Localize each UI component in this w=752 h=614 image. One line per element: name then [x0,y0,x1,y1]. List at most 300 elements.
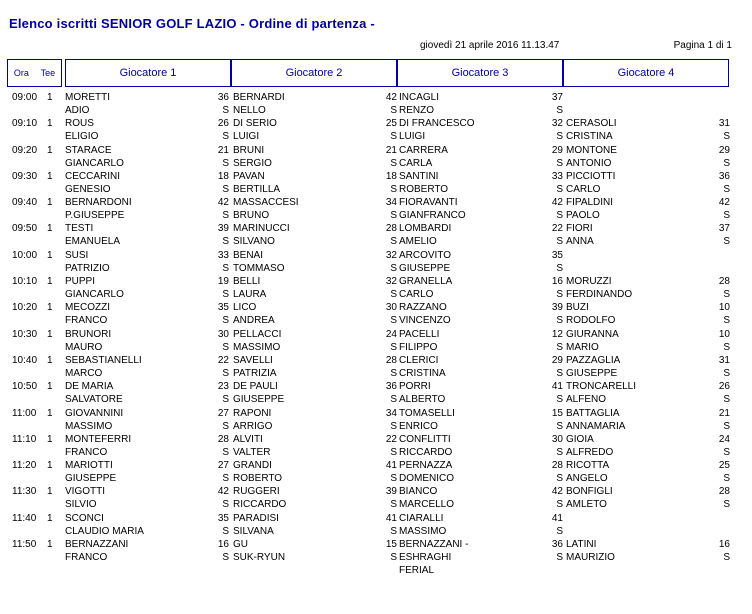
player-surname: CECCARINI [65,170,121,182]
player-name: BRUNO [233,210,270,222]
header-ora: Ora [13,68,29,78]
player-name: ADIO [65,105,90,116]
player-name-continued: FERIAL [399,565,435,577]
player-category: S [556,525,563,537]
player-category: S [390,105,397,116]
player-surname: GU [233,539,248,551]
player-handicap: 41 [551,512,563,524]
player-category: S [390,473,397,485]
player-cell [566,223,732,249]
tee-time: 09:10 [12,118,38,130]
player-cell [233,460,399,486]
table-row [0,276,752,302]
player-name: GIUSEPPE [399,262,451,274]
player-surname: FIORAVANTI [399,197,458,209]
player-name: SILVANO [233,236,275,248]
player-surname: RICOTTA [566,460,610,472]
player-surname: LATINI [566,539,597,551]
player-handicap: 32 [551,118,563,130]
player-name: MASSIMO [399,525,447,537]
player-handicap: 31 [718,118,730,130]
player-name: CRISTINA [399,367,446,379]
player-surname: SUSI [65,249,89,261]
tee-number: 1 [47,170,53,182]
player-name: GIANCARLO [65,289,124,301]
player-surname: CERASOLI [566,118,617,130]
tee-number: 1 [47,197,53,209]
tee-time: 09:40 [12,197,38,209]
player-name: MARCELLO [399,499,455,511]
table-row [0,539,752,577]
player-name: ANNAMARIA [566,420,626,432]
player-name: ANGELO [566,473,608,485]
player-cell [399,408,565,434]
player-name: CARLO [399,289,434,301]
tee-number: 1 [47,223,53,235]
player-surname: BIANCO [399,486,438,498]
table-row [0,171,752,197]
table-row [0,355,752,381]
player-handicap: 42 [217,486,229,498]
player-cell [399,171,565,197]
player-cell [566,302,732,328]
player-cell [65,118,231,144]
player-cell [65,250,231,276]
player-surname: DI SERIO [233,118,277,130]
player-handicap: 31 [718,354,730,366]
table-row [0,486,752,512]
player-cell [65,381,231,407]
player-cell [566,460,732,486]
player-cell [399,355,565,381]
player-name: ALFENO [566,394,607,406]
player-handicap: 23 [217,381,229,393]
player-name: PAOLO [566,210,600,222]
player-cell [399,329,565,355]
player-handicap: 41 [551,381,563,393]
player-name: SUK-RYUN [233,552,286,564]
player-handicap: 25 [718,460,730,472]
player-surname: CLERICI [399,354,439,366]
player-surname: VIGOTTI [65,486,105,498]
player-category: S [723,157,730,169]
player-name: ESHRAGHI [399,552,452,564]
player-cell [399,92,565,118]
player-name: RICCARDO [233,499,287,511]
player-cell [399,381,565,407]
player-surname: BENAI [233,249,264,261]
header-tee: Tee [40,68,56,78]
tee-time: 09:20 [12,144,38,156]
player-handicap: 12 [551,328,563,340]
player-cell [65,434,231,460]
player-category: S [390,499,397,511]
player-surname: BELLI [233,276,261,288]
print-date: giovedì 21 aprile 2016 11.13.47 [420,40,560,51]
player-cell [233,197,399,223]
tee-time: 11:50 [12,539,37,551]
player-handicap: 32 [385,276,397,288]
player-cell [65,171,231,197]
player-surname: DE PAULI [233,381,278,393]
player-name: LUIGI [399,131,426,143]
player-cell [65,145,231,171]
player-category: S [556,289,563,301]
player-category: S [222,131,229,143]
tee-time: 10:00 [12,249,38,261]
player-handicap: 41 [385,460,397,472]
player-surname: MONTONE [566,144,617,156]
tee-time: 11:30 [12,486,37,498]
player-handicap: 28 [385,354,397,366]
player-name: FRANCO [65,552,108,564]
player-cell [65,223,231,249]
player-category: S [390,525,397,537]
player-cell [566,329,732,355]
player-cell [566,486,732,512]
player-handicap: 36 [551,539,563,551]
player-category: S [723,183,730,195]
player-category: S [723,446,730,458]
player-category: S [723,210,730,222]
tee-number: 1 [47,407,53,419]
player-surname: ROUS [65,118,94,130]
player-category: S [723,341,730,353]
tee-time: 11:20 [12,460,37,472]
player-category: S [556,157,563,169]
tee-time: 10:40 [12,354,38,366]
player-cell [566,118,732,144]
player-surname: MARIOTTI [65,460,113,472]
player-handicap: 25 [385,118,397,130]
player-category: S [556,446,563,458]
player-handicap: 16 [551,276,563,288]
player-cell [65,197,231,223]
table-row [0,145,752,171]
player-name: AMELIO [399,236,437,248]
player-cell [566,171,732,197]
player-surname: BERNARDI [233,92,285,103]
player-surname: CIARALLI [399,512,444,524]
player-category: S [222,367,229,379]
player-surname: RAZZANO [399,302,447,314]
tee-time: 11:40 [12,512,37,524]
player-surname: GIOIA [566,433,594,445]
tee-number: 1 [47,276,53,288]
player-cell [65,539,231,565]
player-surname: PARADISI [233,512,279,524]
player-name: CRISTINA [566,131,613,143]
header-giocatore-4: Giocatore 4 [563,59,729,87]
tee-time: 11:10 [12,433,37,445]
table-row [0,329,752,355]
player-category: S [390,183,397,195]
player-category: S [222,394,229,406]
player-name: BERTILLA [233,183,281,195]
player-surname: BRUNI [233,144,265,156]
player-category: S [723,473,730,485]
player-cell [233,355,399,381]
tee-number: 1 [47,118,53,130]
player-name: EMANUELA [65,236,121,248]
player-handicap: 19 [217,276,229,288]
player-handicap: 24 [718,433,730,445]
player-name: GIANCARLO [65,157,124,169]
player-surname: BONFIGLI [566,486,613,498]
player-surname: BERNAZZANI - [399,539,469,551]
player-cell [566,355,732,381]
player-handicap: 35 [217,512,229,524]
player-category: S [556,236,563,248]
player-surname: PICCIOTTI [566,170,616,182]
player-surname: PERNAZZA [399,460,453,472]
player-category: S [723,315,730,327]
player-surname: MORUZZI [566,276,612,288]
player-handicap: 28 [217,433,229,445]
player-handicap: 39 [217,223,229,235]
player-category: S [556,473,563,485]
player-name: MASSIMO [233,341,281,353]
player-cell [233,250,399,276]
player-category: S [556,341,563,353]
player-category: S [390,315,397,327]
player-cell [399,539,565,577]
table-row [0,92,752,118]
player-category: S [556,367,563,379]
player-name: TOMMASO [233,262,285,274]
player-name: SILVIO [65,499,97,511]
player-name: PATRIZIO [65,262,110,274]
tee-number: 1 [47,512,53,524]
player-cell [233,223,399,249]
player-name: LAURA [233,289,267,301]
player-handicap: 35 [217,302,229,314]
player-cell [65,460,231,486]
player-name: ARRIGO [233,420,273,432]
tee-time: 09:50 [12,223,38,235]
player-name: ANNA [566,236,594,248]
player-cell [566,434,732,460]
player-handicap: 18 [217,170,229,182]
player-category: S [390,552,397,564]
player-surname: LOMBARDI [399,223,452,235]
player-handicap: 28 [551,460,563,472]
player-name: MARIO [566,341,599,353]
player-name: FILIPPO [399,341,438,353]
player-name: RODOLFO [566,315,616,327]
player-handicap: 29 [551,354,563,366]
player-name: GIUSEPPE [65,473,117,485]
player-category: S [556,499,563,511]
player-surname: RUGGERI [233,486,280,498]
player-handicap: 16 [718,539,730,551]
player-cell [399,513,565,539]
player-category: S [556,394,563,406]
player-name: SILVANA [233,525,274,537]
player-name: CARLO [566,183,601,195]
table-row [0,118,752,144]
header-giocatore-2: Giocatore 2 [231,59,397,87]
tee-number: 1 [47,249,53,261]
player-category: S [222,473,229,485]
player-cell [233,381,399,407]
player-name: VALTER [233,446,271,458]
tee-number: 1 [47,92,53,103]
player-cell [399,118,565,144]
player-name: SALVATORE [65,394,123,406]
player-handicap: 36 [217,92,229,103]
page-number: Pagina 1 di 1 [673,40,732,51]
tee-number: 1 [47,328,53,340]
start-list [0,92,752,577]
player-surname: PORRI [399,381,431,393]
player-category: S [222,105,229,116]
player-handicap: 29 [718,144,730,156]
tee-time: 10:30 [12,328,38,340]
player-handicap: 30 [217,328,229,340]
table-row [0,513,752,539]
player-surname: MASSACCESI [233,197,299,209]
player-cell [566,197,732,223]
report-title: Elenco iscritti SENIOR GOLF LAZIO - Ordine di partenza - [9,16,375,31]
player-handicap: 21 [385,144,397,156]
player-surname: STARACE [65,144,112,156]
table-row [0,381,752,407]
player-name: MAURO [65,341,103,353]
player-category: S [222,210,229,222]
player-surname: DI FRANCESCO [399,118,475,130]
tee-number: 1 [47,381,53,393]
player-name: CARLA [399,157,433,169]
player-name: GIUSEPPE [566,367,618,379]
player-category: S [222,420,229,432]
player-surname: CONFLITTI [399,433,451,445]
player-handicap: 37 [551,92,563,103]
player-surname: ALVITI [233,433,263,445]
player-surname: GRANDI [233,460,272,472]
player-handicap: 37 [718,223,730,235]
player-surname: BERNARDONI [65,197,132,209]
player-name: ALFREDO [566,446,614,458]
player-handicap: 26 [718,381,730,393]
player-name: ALBERTO [399,394,446,406]
player-handicap: 10 [718,328,730,340]
player-cell [233,118,399,144]
player-cell [399,197,565,223]
player-name: P.GIUSEPPE [65,210,125,222]
player-handicap: 15 [385,539,397,551]
player-cell [65,92,231,118]
player-cell [233,513,399,539]
player-handicap: 42 [551,486,563,498]
player-cell [566,539,732,565]
player-surname: FIORI [566,223,593,235]
player-name: ANTONIO [566,157,612,169]
player-category: S [390,341,397,353]
player-category: S [390,394,397,406]
tee-time: 10:50 [12,381,38,393]
player-cell [399,302,565,328]
player-cell [65,486,231,512]
player-handicap: 42 [718,197,730,209]
player-category: S [222,236,229,248]
player-category: S [222,262,229,274]
player-category: S [222,446,229,458]
player-category: S [222,183,229,195]
player-handicap: 22 [217,354,229,366]
player-category: S [556,210,563,222]
player-cell [399,145,565,171]
player-category: S [556,105,563,116]
player-name: ENRICO [399,420,438,432]
player-surname: LICO [233,302,257,314]
header-giocatore-1: Giocatore 1 [65,59,231,87]
player-surname: BRUNORI [65,328,112,340]
player-name: NELLO [233,105,266,116]
player-handicap: 41 [385,512,397,524]
player-handicap: 42 [551,197,563,209]
player-surname: GIURANNA [566,328,619,340]
table-row [0,223,752,249]
player-name: CLAUDIO MARIA [65,525,144,537]
player-surname: MECOZZI [65,302,110,314]
player-name: DOMENICO [399,473,454,485]
player-surname: SCONCI [65,512,104,524]
player-cell [233,329,399,355]
player-surname: DE MARIA [65,381,114,393]
player-surname: RAPONI [233,407,272,419]
tee-number: 1 [47,433,53,445]
player-category: S [222,552,229,564]
player-name: GIANFRANCO [399,210,466,222]
player-handicap: 22 [385,433,397,445]
player-category: S [723,131,730,143]
player-surname: SEBASTIANELLI [65,354,142,366]
table-row [0,250,752,276]
player-surname: MONTEFERRI [65,433,132,445]
table-row [0,434,752,460]
player-category: S [222,499,229,511]
player-name: ROBERTO [399,183,449,195]
player-handicap: 42 [385,92,397,103]
player-category: S [556,183,563,195]
player-name: MASSIMO [65,420,113,432]
player-surname: PUPPI [65,276,96,288]
player-surname: TRONCARELLI [566,381,637,393]
player-category: S [390,131,397,143]
player-surname: GIOVANNINI [65,407,124,419]
player-category: S [723,499,730,511]
player-category: S [222,525,229,537]
header-ora-tee [7,59,62,87]
player-name: RICCARDO [399,446,453,458]
player-category: S [556,131,563,143]
player-category: S [556,552,563,564]
player-name: ELIGIO [65,131,99,143]
player-name: FRANCO [65,446,108,458]
player-handicap: 10 [718,302,730,314]
player-handicap: 27 [217,407,229,419]
player-category: S [222,289,229,301]
player-handicap: 15 [551,407,563,419]
player-name: GENESIO [65,183,111,195]
player-handicap: 28 [718,486,730,498]
player-cell [399,223,565,249]
player-handicap: 22 [551,223,563,235]
table-row [0,408,752,434]
player-surname: BUZI [566,302,589,314]
player-surname: FIPALDINI [566,197,614,209]
